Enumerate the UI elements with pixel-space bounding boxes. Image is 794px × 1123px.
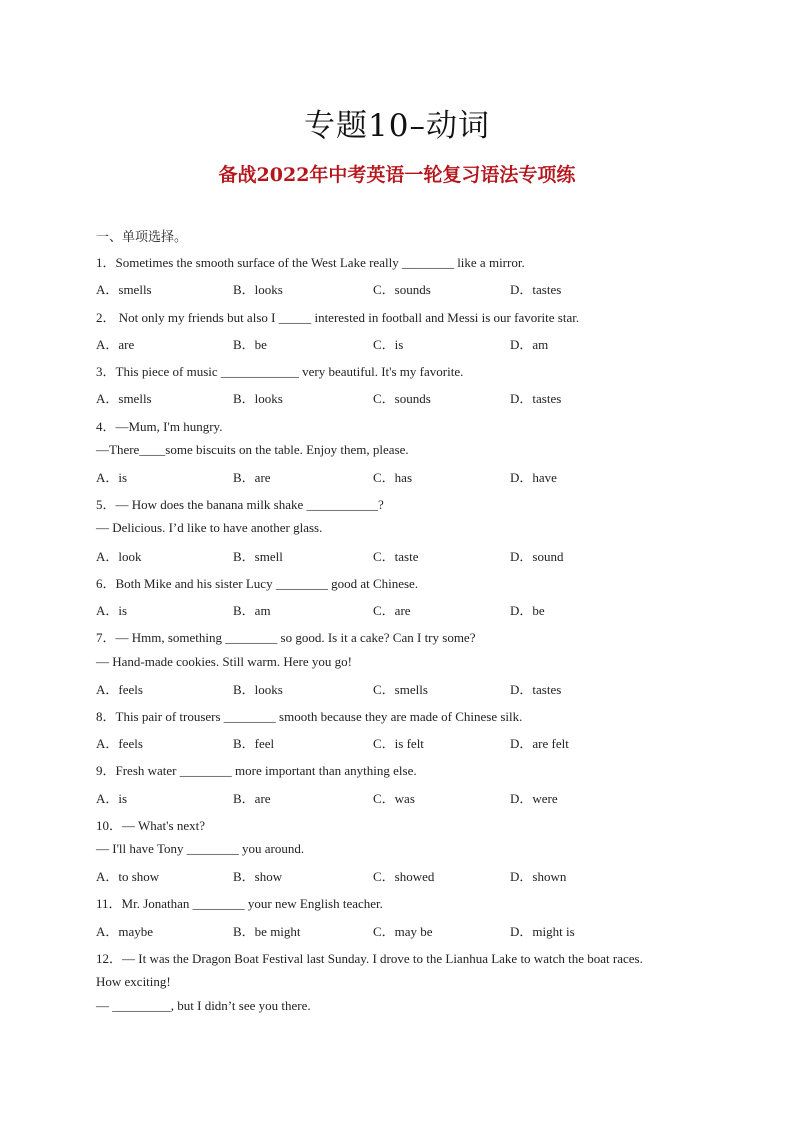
option-a: A．look xyxy=(96,549,142,564)
option-a: A．maybe xyxy=(96,924,154,939)
question-1-text: 1．Sometimes the smooth surface of the West Lake really ________ like a mirror. xyxy=(96,255,525,270)
option-d: D．tastes xyxy=(510,282,562,297)
option-d: D．tastes xyxy=(510,391,562,406)
option-c: C．was xyxy=(373,791,415,806)
question-12-text: How exciting! xyxy=(96,974,171,989)
question-8-options xyxy=(96,733,696,751)
option-d: D．have xyxy=(510,470,557,485)
question-1-options xyxy=(96,279,696,297)
option-a: A．is xyxy=(96,791,128,806)
question-11-options xyxy=(96,921,696,939)
question-5-options xyxy=(96,546,696,564)
option-c: C．are xyxy=(373,603,411,618)
question-12-text: 12．— It was the Dragon Boat Festival last Sunday. I drove to the Lianhua Lake to watch the boat races. xyxy=(96,951,643,966)
option-d: D．be xyxy=(510,603,545,618)
option-b: B．show xyxy=(233,869,283,884)
question-4-text: —There____some biscuits on the table. Enjoy them, please. xyxy=(96,442,409,457)
option-d: D．am xyxy=(510,337,549,352)
question-9-text: 9．Fresh water ________ more important than anything else. xyxy=(96,763,417,778)
page-subtitle: 备战2022年中考英语一轮复习语法专项练 xyxy=(218,164,576,186)
question-3-options xyxy=(96,388,696,406)
option-b: B．am xyxy=(233,603,271,618)
question-7-options xyxy=(96,679,696,697)
option-b: B．looks xyxy=(233,682,283,697)
question-4-options xyxy=(96,467,696,485)
option-a: A．is xyxy=(96,470,128,485)
question-12-text: — _________, but I didn’t see you there. xyxy=(96,998,311,1013)
option-a: A．feels xyxy=(96,736,143,751)
option-c: C．sounds xyxy=(373,391,431,406)
option-b: B．are xyxy=(233,470,271,485)
option-d: D．tastes xyxy=(510,682,562,697)
question-3-text: 3．This piece of music ____________ very beautiful. It's my favorite. xyxy=(96,364,464,379)
option-b: B．smell xyxy=(233,549,283,564)
question-6-text: 6．Both Mike and his sister Lucy ________ good at Chinese. xyxy=(96,576,419,591)
question-10-options xyxy=(96,866,696,884)
option-c: C．is felt xyxy=(373,736,424,751)
question-6-options xyxy=(96,600,696,618)
option-b: B．be might xyxy=(233,924,301,939)
option-c: C．has xyxy=(373,470,413,485)
option-c: C．may be xyxy=(373,924,433,939)
option-d: D．sound xyxy=(510,549,564,564)
option-d: D．might is xyxy=(510,924,575,939)
question-7-text: — Hand-made cookies. Still warm. Here you go! xyxy=(96,654,352,669)
option-c: C．showed xyxy=(373,869,435,884)
option-c: C．sounds xyxy=(373,282,431,297)
option-b: B．are xyxy=(233,791,271,806)
question-4-text: 4．—Mum, I'm hungry. xyxy=(96,419,223,434)
option-b: B．looks xyxy=(233,282,283,297)
question-11-text: 11．Mr. Jonathan ________ your new English teacher. xyxy=(96,896,383,911)
option-a: A．smells xyxy=(96,391,152,406)
option-d: D．were xyxy=(510,791,558,806)
option-b: B．be xyxy=(233,337,267,352)
section-heading: 一、单项选择。 xyxy=(96,229,188,244)
question-7-text: 7．— Hmm, something ________ so good. Is it a cake? Can I try some? xyxy=(96,630,476,645)
question-2-options xyxy=(96,334,696,352)
question-5-text: 5．— How does the banana milk shake ___________? xyxy=(96,497,384,512)
question-5-text: — Delicious. I’d like to have another glass. xyxy=(96,520,323,535)
page-title: 专题10–动词 xyxy=(304,108,490,144)
option-a: A．is xyxy=(96,603,128,618)
question-8-text: 8．This pair of trousers ________ smooth because they are made of Chinese silk. xyxy=(96,709,523,724)
option-b: B．looks xyxy=(233,391,283,406)
option-c: C．is xyxy=(373,337,404,352)
question-10-text: 10．— What's next? xyxy=(96,818,205,833)
option-c: C．taste xyxy=(373,549,419,564)
option-a: A．are xyxy=(96,337,135,352)
option-a: A．smells xyxy=(96,282,152,297)
option-c: C．smells xyxy=(373,682,428,697)
question-10-text: — I'll have Tony ________ you around. xyxy=(96,841,305,856)
option-a: A．feels xyxy=(96,682,143,697)
option-b: B．feel xyxy=(233,736,275,751)
option-d: D．are felt xyxy=(510,736,569,751)
option-d: D．shown xyxy=(510,869,567,884)
question-9-options xyxy=(96,788,696,806)
question-2-text: 2． Not only my friends but also I _____ interested in football and Messi is our favorite star. xyxy=(96,310,580,325)
option-a: A．to show xyxy=(96,869,160,884)
